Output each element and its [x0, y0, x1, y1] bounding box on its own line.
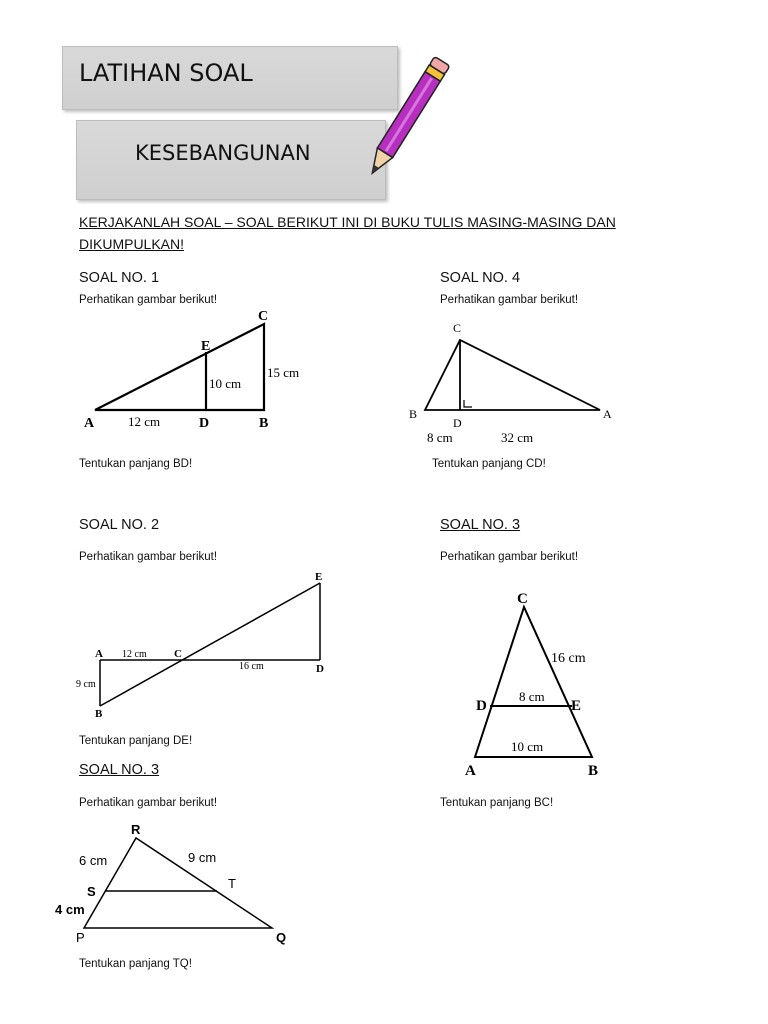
- soal4-heading: SOAL NO. 4: [440, 270, 521, 286]
- soal3b-heading: SOAL NO. 3: [79, 762, 160, 778]
- soal3b-figure: [50, 818, 310, 948]
- soal1-label-a: A: [84, 416, 95, 431]
- soal1-label-d: D: [199, 416, 210, 431]
- soal2-length-ab: 9 cm: [76, 679, 96, 690]
- soal4-length-da: 32 cm: [501, 430, 534, 445]
- soal3b-question: Tentukan panjang TQ!: [79, 958, 192, 970]
- soal3a-figure: [455, 585, 625, 780]
- soal2-line-be: [100, 583, 320, 706]
- soal3b-label-p: P: [76, 930, 85, 945]
- soal1-length-ed: 10 cm: [209, 376, 242, 391]
- soal3a-heading: SOAL NO. 3: [440, 517, 521, 533]
- soal2-label-a: A: [95, 648, 103, 660]
- page-subtitle: KESEBANGUNAN: [135, 141, 311, 165]
- soal1-prompt: Perhatikan gambar berikut!: [79, 294, 218, 306]
- soal3a-label-e: E: [571, 698, 582, 714]
- soal1-heading: SOAL NO. 1: [79, 270, 160, 286]
- soal4-label-d: D: [453, 416, 462, 430]
- soal4-figure: [400, 312, 630, 452]
- soal2-length-ac: 12 cm: [122, 649, 147, 660]
- soal4-label-a: A: [603, 407, 612, 421]
- soal3a-length-ce: 16 cm: [551, 651, 586, 666]
- soal1-question: Tentukan panjang BD!: [79, 458, 193, 470]
- subtitle-banner: [76, 120, 386, 200]
- soal1-label-c: C: [258, 309, 269, 324]
- soal3a-length-de: 8 cm: [519, 689, 545, 704]
- soal2-label-c: C: [174, 648, 182, 660]
- soal4-triangle: [425, 340, 600, 410]
- soal2-prompt: Perhatikan gambar berikut!: [79, 551, 218, 563]
- soal1-label-b: B: [259, 416, 269, 431]
- soal2-figure: [70, 568, 340, 723]
- soal4-label-c: C: [453, 321, 462, 335]
- soal1-triangle: [95, 324, 264, 410]
- soal4-question: Tentukan panjang CD!: [432, 458, 546, 470]
- soal3b-length-rs: 6 cm: [79, 853, 108, 868]
- title-banner: [62, 46, 398, 110]
- soal3a-label-d: D: [476, 698, 487, 714]
- soal3b-label-r: R: [131, 822, 141, 837]
- soal4-length-bd: 8 cm: [427, 430, 453, 445]
- soal3b-label-q: Q: [276, 930, 287, 945]
- soal4-right-angle-marker: [464, 400, 472, 407]
- soal3b-label-t: T: [228, 876, 236, 891]
- soal2-label-d: D: [316, 663, 324, 675]
- soal1-figure: [80, 302, 320, 437]
- soal3a-label-b: B: [588, 763, 599, 779]
- page-title: LATIHAN SOAL: [79, 59, 253, 87]
- soal3a-length-ab: 10 cm: [511, 739, 544, 754]
- soal3a-question: Tentukan panjang BC!: [440, 797, 554, 809]
- soal4-label-b: B: [409, 407, 418, 421]
- soal3b-label-s: S: [87, 884, 96, 899]
- soal3b-triangle: [84, 838, 272, 928]
- soal2-question: Tentukan panjang DE!: [79, 735, 193, 747]
- soal1-length-cb: 15 cm: [267, 365, 300, 380]
- soal2-heading: SOAL NO. 2: [79, 517, 160, 533]
- pencil-icon: [360, 52, 460, 182]
- soal3a-label-a: A: [465, 763, 476, 779]
- soal1-length-ad: 12 cm: [128, 414, 161, 429]
- soal3b-length-rt: 9 cm: [188, 850, 217, 865]
- soal3a-prompt: Perhatikan gambar berikut!: [440, 551, 579, 563]
- soal2-length-cd: 16 cm: [239, 661, 264, 672]
- soal3a-triangle: [475, 607, 592, 757]
- soal4-prompt: Perhatikan gambar berikut!: [440, 294, 579, 306]
- instruction-text: KERJAKANLAH SOAL – SOAL BERIKUT INI DI BUKU TULIS MASING-MASING DAN DIKUMPULKAN!: [79, 214, 616, 252]
- soal3b-length-sp: 4 cm: [55, 902, 85, 917]
- soal2-label-b: B: [95, 708, 103, 720]
- soal1-label-e: E: [201, 339, 211, 354]
- soal3a-label-c: C: [517, 591, 528, 607]
- soal2-label-e: E: [315, 571, 323, 583]
- soal3b-prompt: Perhatikan gambar berikut!: [79, 797, 218, 809]
